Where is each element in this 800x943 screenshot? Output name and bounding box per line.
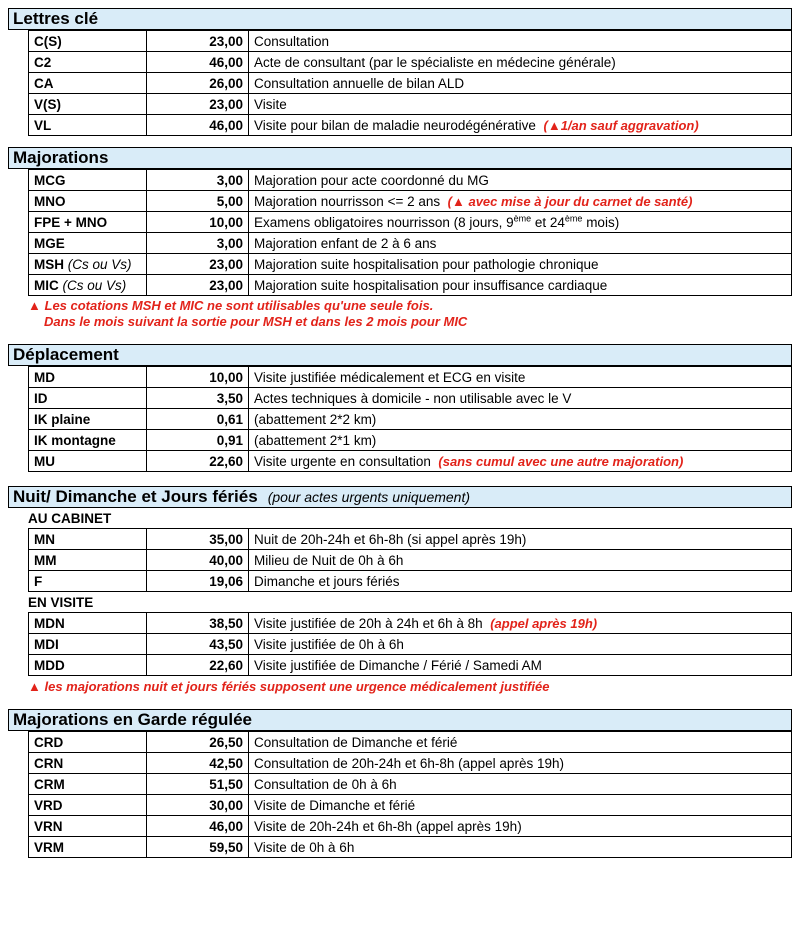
table-row: VRN 46,00 Visite de 20h-24h et 6h-8h (appel après 19h) — [29, 816, 792, 837]
tariff-sheet — [8, 8, 792, 858]
table-row: MGE 3,00 Majoration enfant de 2 à 6 ans — [29, 233, 792, 254]
warning-icon: ▲ — [547, 117, 561, 133]
table-row: FPE + MNO 10,00 Examens obligatoires nourrisson (8 jours, 9ème et 24ème mois) — [29, 212, 792, 233]
table-row: MU 22,60 Visite urgente en consultation (sans cumul avec une autre majoration) — [29, 451, 792, 472]
row-description: Visite pour bilan de maladie neurodégénérative — [254, 117, 536, 133]
table-row: V(S) 23,00 Visite — [29, 94, 792, 115]
table-row: CRN 42,50 Consultation de 20h-24h et 6h-8h (appel après 19h) — [29, 753, 792, 774]
table-row: VRM 59,50 Visite de 0h à 6h — [29, 837, 792, 858]
section-header-deplacement: Déplacement — [8, 344, 792, 366]
section-header-majorations: Majorations — [8, 147, 792, 169]
warning-icon: ▲ — [28, 298, 41, 313]
subheading-en-visite: EN VISITE — [28, 595, 94, 610]
table-row: F 19,06 Dimanche et jours fériés — [29, 571, 792, 592]
table-row: VRD 30,00 Visite de Dimanche et férié — [29, 795, 792, 816]
section-header-garde: Majorations en Garde régulée — [8, 709, 792, 731]
table-row: C2 46,00 Acte de consultant (par le spécialiste en médecine générale) — [29, 52, 792, 73]
table-row: MNO 5,00 Majoration nourrisson <= 2 ans (▲ avec mise à jour du carnet de santé) — [29, 191, 792, 212]
row-note: (▲1/an sauf aggravation) — [543, 117, 699, 133]
nuit-note: ▲ les majorations nuit et jours fériés supposent une urgence médicalement justifiée — [28, 679, 550, 694]
row-description: Visite urgente en consultation — [254, 453, 431, 469]
table-nuit-cabinet — [28, 528, 792, 592]
table-row: ID 3,50 Actes techniques à domicile - non utilisable avec le V — [29, 388, 792, 409]
table-nuit-visite — [28, 612, 792, 676]
table-row: IK montagne 0,91 (abattement 2*1 km) — [29, 430, 792, 451]
section-header-nuit: Nuit/ Dimanche et Jours fériés (pour actes urgents uniquement) — [8, 486, 792, 508]
table-row: MN 35,00 Nuit de 20h-24h et 6h-8h (si appel après 19h) — [29, 529, 792, 550]
table-row: CRD 26,50 Consultation de Dimanche et férié — [29, 732, 792, 753]
warning-icon: ▲ — [28, 679, 41, 694]
section-header-lettres: Lettres clé — [8, 8, 792, 30]
table-row: MSH (Cs ou Vs) 23,00 Majoration suite hospitalisation pour pathologie chronique — [29, 254, 792, 275]
subheading-au-cabinet: AU CABINET — [28, 511, 112, 526]
table-row: MM 40,00 Milieu de Nuit de 0h à 6h — [29, 550, 792, 571]
table-garde — [28, 731, 792, 858]
row-description: Visite justifiée de 20h à 24h et 6h à 8h — [254, 615, 483, 631]
warning-icon: ▲ — [451, 193, 465, 209]
table-row: MDN 38,50 Visite justifiée de 20h à 24h et 6h à 8h (appel après 19h) — [29, 613, 792, 634]
table-row: C(S) 23,00 Consultation — [29, 31, 792, 52]
table-row: MD 10,00 Visite justifiée médicalement et ECG en visite — [29, 367, 792, 388]
table-row: VL 46,00 Visite pour bilan de maladie neurodégénérative (▲1/an sauf aggravation) — [29, 115, 792, 136]
row-note: (sans cumul avec une autre majoration) — [438, 453, 684, 469]
row-note: (appel après 19h) — [490, 615, 598, 631]
table-majorations — [28, 169, 792, 296]
table-row: IK plaine 0,61 (abattement 2*2 km) — [29, 409, 792, 430]
row-description: Majoration nourrisson <= 2 ans — [254, 193, 441, 209]
table-row: MDD 22,60 Visite justifiée de Dimanche / Férié / Samedi AM — [29, 655, 792, 676]
majorations-note: ▲ Les cotations MSH et MIC ne sont utilisables qu'une seule fois. Dans le mois suivant la sortie pour MSH et dans les 2 mois pour MIC — [28, 298, 468, 329]
row-note: (▲ avec mise à jour du carnet de santé) — [447, 193, 693, 209]
table-row: MDI 43,50 Visite justifiée de 0h à 6h — [29, 634, 792, 655]
table-row: CRM 51,50 Consultation de 0h à 6h — [29, 774, 792, 795]
table-row: CA 26,00 Consultation annuelle de bilan ALD — [29, 73, 792, 94]
table-lettres — [28, 30, 792, 136]
table-deplacement — [28, 366, 792, 472]
table-row: MIC (Cs ou Vs) 23,00 Majoration suite hospitalisation pour insuffisance cardiaque — [29, 275, 792, 296]
table-row: MCG 3,00 Majoration pour acte coordonné du MG — [29, 170, 792, 191]
